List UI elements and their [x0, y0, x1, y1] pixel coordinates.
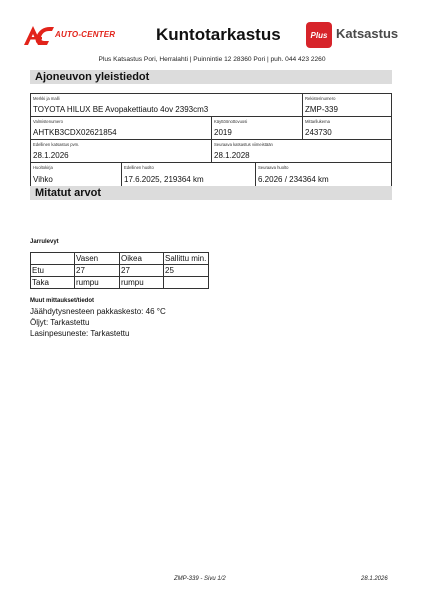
first-use-label: Käyttöönottovuosi [214, 119, 248, 124]
vehicle-info-grid [30, 93, 392, 187]
vin-cell [31, 117, 212, 140]
table-row [31, 265, 209, 277]
make-model-cell [31, 94, 303, 117]
service-book-cell [31, 163, 122, 186]
table-row [31, 277, 209, 289]
auto-center-logo-text: AUTO-CENTER [55, 30, 116, 39]
brakes-table [30, 252, 209, 289]
katsastus-brand-text: Katsastus [336, 26, 399, 41]
brakes-header-cell: Vasen [75, 253, 120, 265]
last-service-cell [122, 163, 256, 186]
brakes-header-cell [31, 253, 75, 265]
vin-label: Valmistenumero [33, 119, 63, 124]
next-inspection-label: Seuraava katsastus viimeistään [214, 142, 273, 147]
plate-cell [303, 94, 391, 117]
odometer-value: 243730 [305, 128, 332, 137]
brakes-cell [164, 277, 209, 289]
service-book-label: Huoltokirja [33, 165, 53, 170]
plus-badge-logo: Plus [306, 22, 332, 48]
plate-label: Rekisterinumero [305, 96, 336, 101]
brakes-heading: Jarrulevyt [30, 239, 59, 245]
first-use-cell [212, 117, 303, 140]
last-inspection-label: Edellinen katsastus pvm. [33, 142, 80, 147]
last-service-label: Edellinen huolto [124, 165, 154, 170]
other-measurements-heading: Muut mittaukset/tiedot [30, 298, 94, 304]
vehicle-section-title: Ajoneuvon yleistiedot [35, 71, 150, 83]
next-service-cell [256, 163, 391, 186]
make-model-value: TOYOTA HILUX BE Avopakettiauto 4ov 2393cm3 [33, 105, 209, 114]
next-service-value: 6.2026 / 234364 km [258, 175, 329, 184]
brakes-cell: rumpu [120, 277, 164, 289]
make-model-label: Merkki ja malli [33, 96, 60, 101]
service-book-value: Vihko [33, 175, 53, 184]
coolant-line: Jäähdytysnesteen pakkaskesto: 46 °C [30, 307, 166, 316]
odometer-label: Mittarilukema [305, 119, 330, 124]
brakes-header-cell: Sallittu min. [164, 253, 209, 265]
plate-value: ZMP-339 [305, 105, 338, 114]
brakes-cell: 27 [120, 265, 164, 277]
footer-date: 28.1.2026 [361, 576, 388, 582]
washer-fluid-line: Lasinpesuneste: Tarkastettu [30, 329, 130, 338]
next-inspection-cell [212, 140, 391, 163]
brakes-cell: 27 [75, 265, 120, 277]
next-service-label: Seuraava huolto [258, 165, 289, 170]
measured-section-title: Mitatut arvot [35, 187, 101, 199]
brakes-cell: Etu [31, 265, 75, 277]
last-inspection-cell [31, 140, 212, 163]
station-address: Plus Katsastus Pori, Herralahti | Puinnintie 12 28360 Pori | puh. 044 423 2260 [98, 56, 326, 63]
last-service-value: 17.6.2025, 219364 km [124, 175, 204, 184]
document-title: Kuntotarkastus [156, 25, 281, 44]
last-inspection-value: 28.1.2026 [33, 151, 69, 160]
brakes-header-cell: Oikea [120, 253, 164, 265]
footer-page-info: ZMP-339 - Sivu 1/2 [174, 576, 226, 582]
vin-value: AHTKB3CDX02621854 [33, 128, 117, 137]
next-inspection-value: 28.1.2028 [214, 151, 250, 160]
first-use-value: 2019 [214, 128, 232, 137]
brakes-cell: rumpu [75, 277, 120, 289]
brakes-header-row [31, 253, 209, 265]
oils-line: Öljyt: Tarkastettu [30, 318, 90, 327]
brakes-cell: Taka [31, 277, 75, 289]
brakes-cell: 25 [164, 265, 209, 277]
odometer-cell [303, 117, 391, 140]
